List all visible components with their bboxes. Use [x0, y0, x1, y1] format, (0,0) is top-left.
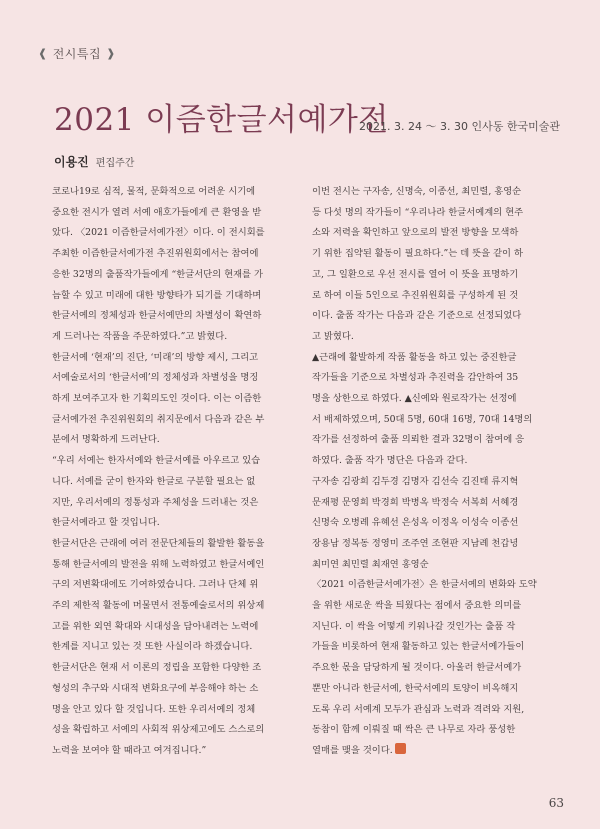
- artist-list: 구자송 김광희 김두경 김명자 김선숙 김진태 류지혁 문재평 문영희 박경희 박병옥 박정숙 서복희 서혜경 신명숙 오병례 유혜선 은성옥 이정옥 이성숙 이종선 장용남 정복동 정영미 조주연 조현판 지남례 천갑녕 최미연 최민렬 최재연 홍영순: [312, 475, 519, 570]
- paragraph: 코로나19로 심적, 물적, 문화적으로 어려운 시기에 중요한 전시가 열려 서예 애호가들에게 큰 환영을 받 았다. 〈2021 이즘한글서예가전〉이다. 이 전시회를 주최한 이즘한글서예가전 추진위원회에서는 참여에 응한 32명의 출품작가들에게 “한글서단의 현재를 가 늠할 수 있고 미래에 대한 방향타가 되기를 기대하며 한글서예의 정체성과 한글서예만의 차별성이 확연하 게 드러나는 작품을 주문하였다.”고 밝혔다.: [52, 186, 265, 342]
- double-bracket-right-icon: ❱: [106, 47, 116, 60]
- exhibition-date-venue: 2021. 3. 24 ～ 3. 30 인사동 한국미술관: [359, 120, 560, 133]
- section-tag: [38, 45, 116, 62]
- article-title: 2021 이즘한글서예가전: [54, 102, 389, 138]
- paragraph: ▲근래에 활발하게 작품 활동을 하고 있는 중진한글 작가들을 기준으로 차별성과 추진력을 감안하여 35 명을 상한으로 하였다. ▲신예와 원로작가는 선정에 서 배제하였으며, 50대 5명, 60대 16명, 70대 14명의 작가를 선정하여 출품 의뢰한 결과 32명이 참여에 응 하였다. 출품 작가 명단은 다음과 같다.: [312, 351, 533, 467]
- right-column: [312, 182, 548, 762]
- closing-paragraph-text: 〈2021 이즘한글서예가전〉은 한글서예의 변화와 도약 을 위한 새로운 싹을 틔웠다는 점에서 중요한 의미를 지닌다. 이 싹을 어떻게 키워나갈 것인가는 출품 작 가들을 비롯하여 현재 활동하고 있는 한글서예가들이 주요한 몫을 담당하게 될 것이다. 아울러 한글서예가 뿐만 아니라 한글서예, 한국서예의 토양이 비옥해지 도록 우리 서예계 모두가 관심과 노력과 격려와 지원, 동참이 함께 이뤄질 때 싹은 큰 나무로 자라 풍성한 열매를 맺을 것이다.: [312, 579, 537, 756]
- paragraph: 한글서단은 근래에 여러 전문단체들의 활발한 활동을 통해 한글서예의 발전을 위해 노력하였고 한글서예인 구의 저변확대에도 기여하였습니다. 그러나 단체 위 주의 제한적 활동에 머물면서 전통예술로서의 위상제 고를 위한 외연 확대와 시대성을 담아내려는 노력에 한계를 지니고 있는 것 또한 사실이라 하겠습니다.: [52, 537, 265, 653]
- author-name: 이용진: [54, 155, 89, 169]
- page-number: 63: [548, 796, 564, 810]
- author-role: 편집주간: [95, 158, 135, 169]
- left-column: [52, 182, 282, 762]
- paragraph: “우리 서예는 한자서예와 한글서예를 아우르고 있습 니다. 서예를 굳이 한자와 한글로 구분할 필요는 없 지만, 우리서예의 정통성과 주체성을 드러내는 것은 한글서예라고 할 것입니다.: [52, 455, 261, 529]
- section-tag-label: 전시특집: [52, 47, 102, 61]
- author-byline: [54, 153, 134, 170]
- paragraph: [312, 575, 548, 761]
- seal-end-mark-icon: [395, 743, 406, 754]
- paragraph: 한글서예 ‘현재’의 진단, ‘미래’의 방향 제시, 그리고 서예술로서의 ‘한글서예’의 정체성과 차별성을 명징 하게 보여주고자 한 기획의도인 것이다. 이는 이즘한 글서예가전 추진위원회의 취지문에서 다음과 같은 부 분에서 명확하게 드러난다.: [52, 351, 265, 446]
- paragraph: 한글서단은 현재 서 이론의 정립을 포함한 다양한 조 형성의 추구와 시대적 변화요구에 부응해야 하는 소 명을 안고 있다 할 것입니다. 또한 우리서예의 정체 성을 확립하고 서예의 사회적 위상제고에도 스스로의 노력을 보여야 할 때라고 여겨집니다.”: [52, 662, 265, 756]
- double-bracket-left-icon: ❰: [38, 47, 48, 60]
- paragraph: 이번 전시는 구자송, 신명숙, 이종선, 최민렬, 홍영순 등 다섯 명의 작가들이 “우리나라 한글서예계의 현주 소와 저력을 확인하고 앞으로의 발전 방향을 모색하 기 위한 집약된 활동이 필요하다.”는 데 뜻을 같이 하 고, 그 일환으로 우선 전시를 열어 이 뜻을 표명하기 로 하여 이들 5인으로 추진위원회를 구성하게 된 것 이다. 출품 작가는 다음과 같은 기준으로 선정되었다 고 밝혔다.: [312, 186, 524, 342]
